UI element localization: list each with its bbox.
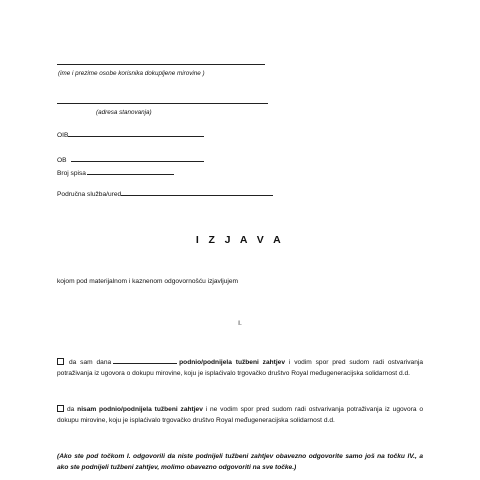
option-2-checkbox[interactable] bbox=[57, 405, 64, 412]
name-line[interactable] bbox=[57, 64, 265, 65]
option-1-checkbox[interactable] bbox=[57, 358, 64, 365]
option-2-prefix: da bbox=[67, 406, 78, 413]
section-number: I. bbox=[238, 320, 242, 327]
option-1 bbox=[57, 357, 423, 379]
office-input[interactable] bbox=[121, 189, 273, 196]
address-line[interactable] bbox=[57, 103, 268, 104]
instruction-note bbox=[57, 451, 423, 473]
oib-field bbox=[57, 130, 204, 141]
ob-input[interactable] bbox=[71, 155, 204, 162]
option-1-prefix: da sam dana bbox=[69, 359, 112, 366]
name-caption: (ime i prezime osobe korisnika dokupljene mirovine ) bbox=[58, 70, 205, 77]
ob-field bbox=[57, 155, 204, 166]
office-label: Područna služba/ured bbox=[57, 191, 122, 198]
date-input[interactable] bbox=[113, 357, 177, 364]
office-field bbox=[57, 189, 273, 200]
option-2 bbox=[57, 404, 423, 426]
oib-label: OIB bbox=[57, 132, 69, 139]
option-1-rest: i vodim spor pred sudom radi ostvarivanja potraživanja iz ugovora o dokupu mirovine, koju je isplaćivalo trgovačko društvo Royal međugeneracijska solidarnost d.d. bbox=[57, 359, 424, 377]
note-text: (Ako ste pod točkom I. odgovorili da niste podnijeli tužbeni zahtjev obavezno odgovorite samo još na točku IV., a ako ste podnijeli tužbeni zahtjev, molimo obavezno odgovoriti na sve točke.) bbox=[57, 453, 423, 471]
option-2-bold: nisam podnio/podnijela tužbeni zahtjev bbox=[77, 406, 203, 413]
oib-input[interactable] bbox=[68, 130, 204, 137]
ob-label: OB bbox=[57, 157, 67, 164]
document-title: I Z J A V A bbox=[195, 234, 285, 246]
case-field bbox=[57, 168, 174, 179]
option-2-rest: i ne vodim spor pred sudom radi ostvarivanja potraživanja iz ugovora o dokupu mirovine, koju je isplaćivalo trgovačko društvo Royal međugeneracijska solidarnost d.d. bbox=[57, 406, 423, 424]
case-label: Broj spisa bbox=[57, 170, 86, 177]
address-caption: (adresa stanovanja) bbox=[96, 109, 152, 116]
option-1-bold: podnio/podnijela tužbeni zahtjev bbox=[179, 359, 286, 366]
case-input[interactable] bbox=[87, 168, 174, 175]
intro-text: kojom pod materijalnom i kaznenom odgovornošću izjavljujem bbox=[57, 278, 239, 285]
